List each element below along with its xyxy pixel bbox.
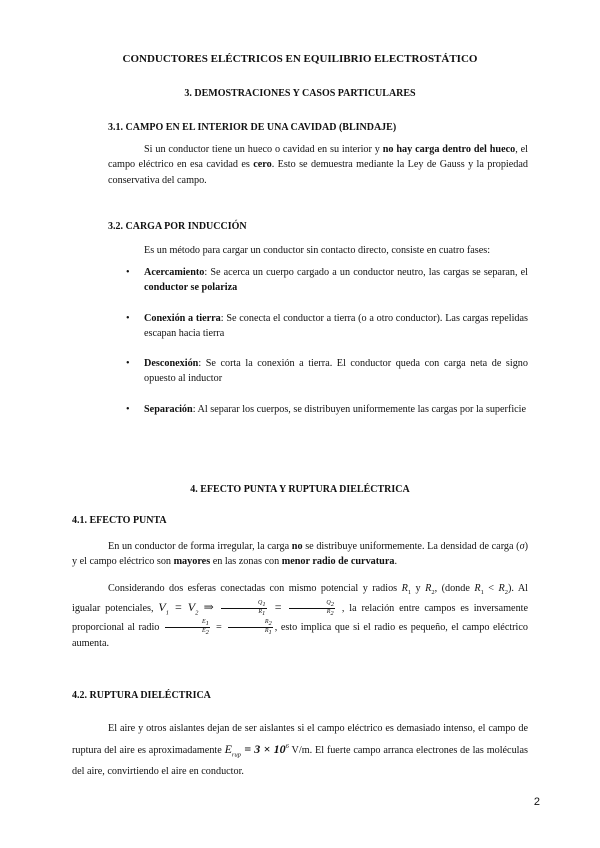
implies-arrow: ⇒ xyxy=(198,600,220,615)
text: Si un conductor tiene un hueco o cavidad en su interior y xyxy=(144,144,383,155)
list-item xyxy=(108,265,528,296)
bullet-icon: • xyxy=(126,358,130,370)
unit: V/m xyxy=(288,745,310,757)
v-symbol: V xyxy=(187,600,196,615)
equals-sign: = xyxy=(168,600,188,615)
subscript: 1 xyxy=(262,610,266,618)
subscript: 1 xyxy=(262,600,266,608)
subscript: 2 xyxy=(431,589,435,597)
phase-term: Separación xyxy=(144,403,193,415)
potential-equation xyxy=(158,599,337,618)
phase-text: : Se corta la conexión a tierra. El conductor queda con carga neta de signo opuesto al inductor xyxy=(144,358,528,385)
fraction-q2-r2 xyxy=(289,600,335,618)
text: El aire y otros aislantes dejan de ser aislantes si el campo eléctrico es demasiado intenso, el campo de ruptura del aire es aproximadamente xyxy=(72,723,528,757)
text: se distribuye uniformemente. La densidad de carga ( xyxy=(302,541,520,552)
equals-sign: = xyxy=(268,600,288,615)
exponent: 6 xyxy=(285,743,289,751)
bold-text: mayores xyxy=(173,556,211,568)
section-3-1-heading: 3.1. CAMPO EN EL INTERIOR DE UNA CAVIDAD (BLINDAJE) xyxy=(108,122,397,133)
phase-text: : Se acerca un cuerpo cargado a un conductor neutro, las cargas se separan, el xyxy=(204,267,528,278)
phase-text: : Al separar los cuerpos, se distribuyen uniformemente las cargas por la superficie xyxy=(192,403,527,415)
text: , el campo eléctrico en esa cavidad es xyxy=(108,144,528,171)
phase-text: : Se conecta el conductor a tierra (o a otro conductor). Las cargas repelidas escapan hacia tierra xyxy=(144,312,528,339)
r-symbol: R xyxy=(258,608,263,615)
subscript: 1 xyxy=(407,589,412,597)
r1-symbol: R xyxy=(401,583,408,594)
subscript: 2 xyxy=(330,610,334,618)
subscript: 1 xyxy=(480,589,484,597)
rupture-field-equation xyxy=(224,742,289,759)
text: . xyxy=(394,556,397,568)
phase-term: Conexión a tierra xyxy=(144,312,221,324)
q-symbol: Q xyxy=(326,599,331,606)
text: ) y el campo eléctrico son xyxy=(72,541,528,568)
text: y xyxy=(411,583,426,594)
bold-text: menor radio de curvatura xyxy=(281,556,395,568)
text: . El fuerte campo arranca electrones de las moléculas del aire, convirtiendo el aire en conductor. xyxy=(72,745,528,778)
e-symbol: E xyxy=(201,618,206,625)
list-item xyxy=(108,356,528,387)
r-symbol: R xyxy=(264,618,269,625)
phase-term: Desconexión xyxy=(144,358,199,370)
text: < xyxy=(483,583,499,594)
section-4-heading: 4. EFECTO PUNTA Y RUPTURA DIELÉCTRICA xyxy=(190,484,410,495)
page-number: 2 xyxy=(533,796,540,808)
e-symbol: E xyxy=(201,627,206,634)
subscript: rup xyxy=(231,751,241,759)
r-symbol: R xyxy=(264,627,269,634)
section-4-2-heading: 4.2. RUPTURA DIELÉCTRICA xyxy=(72,690,211,701)
bullet-icon: • xyxy=(126,312,130,324)
section-4-1-heading: 4.1. EFECTO PUNTA xyxy=(72,515,167,526)
section-4-1-paragraph-2 xyxy=(72,581,528,652)
equals-sign: = xyxy=(211,621,226,633)
section-4-2-paragraph xyxy=(72,719,528,781)
e-symbol: E xyxy=(224,742,232,757)
fraction-r2-r1 xyxy=(228,619,273,637)
bullet-icon: • xyxy=(126,267,130,278)
subscript: 2 xyxy=(205,629,209,637)
subscript: 2 xyxy=(268,619,272,627)
text: En un conductor de forma irregular, la carga xyxy=(108,541,292,552)
bold-text: cero xyxy=(253,159,272,171)
r1-symbol: R xyxy=(474,583,481,594)
r2-symbol: R xyxy=(425,583,432,594)
subscript: 2 xyxy=(195,609,199,617)
value: = 3 × 10 xyxy=(240,742,286,757)
fraction-e1-e2 xyxy=(165,619,210,637)
text: ). Al igualar potenciales, xyxy=(72,583,529,615)
q-symbol: Q xyxy=(258,599,263,606)
sigma-symbol: σ xyxy=(519,541,525,552)
section-3-heading: 3. DEMOSTRACIONES Y CASOS PARTICULARES xyxy=(184,88,416,99)
v-symbol: V xyxy=(158,600,166,615)
text: , (donde xyxy=(434,583,475,594)
phase-term: Acercamiento xyxy=(144,267,205,278)
induction-phases-list xyxy=(108,265,528,432)
subscript: 1 xyxy=(268,629,272,637)
document-title: CONDUCTORES ELÉCTRICOS EN EQUILIBRIO ELECTROSTÁTICO xyxy=(122,53,478,65)
list-item xyxy=(108,402,528,417)
list-item xyxy=(108,311,528,342)
bold-text: no xyxy=(291,541,303,552)
subscript: 2 xyxy=(330,600,334,608)
bold-text: conductor se polariza xyxy=(144,282,238,294)
subscript: 1 xyxy=(205,619,209,627)
section-4-1-paragraph-1 xyxy=(72,539,528,570)
section-3-1-paragraph xyxy=(108,142,528,188)
text: . Esto se demuestra mediante la Ley de Gauss y la propiedad conservativa del campo. xyxy=(108,159,528,186)
text: , la relación entre campos es inversamente proporcional al radio xyxy=(72,603,529,633)
section-3-2-heading: 3.2. CARGA POR INDUCCIÓN xyxy=(108,221,247,232)
bullet-icon: • xyxy=(126,403,130,415)
subscript: 1 xyxy=(165,609,169,617)
text: Considerando dos esferas conectadas con mismo potencial y radios xyxy=(108,583,402,594)
subscript: 2 xyxy=(504,589,508,597)
section-3-2-intro: Es un método para cargar un conductor sin contacto directo, consiste en cuatro fases: xyxy=(144,245,491,256)
fraction-q1-r1 xyxy=(221,600,267,618)
bold-text: no hay carga dentro del hueco xyxy=(382,144,516,155)
r-symbol: R xyxy=(326,608,331,615)
text: en las zonas con xyxy=(210,556,282,568)
text: , esto implica que si el radio es pequeño, el campo eléctrico aumenta. xyxy=(72,621,529,650)
r2-symbol: R xyxy=(498,583,505,594)
